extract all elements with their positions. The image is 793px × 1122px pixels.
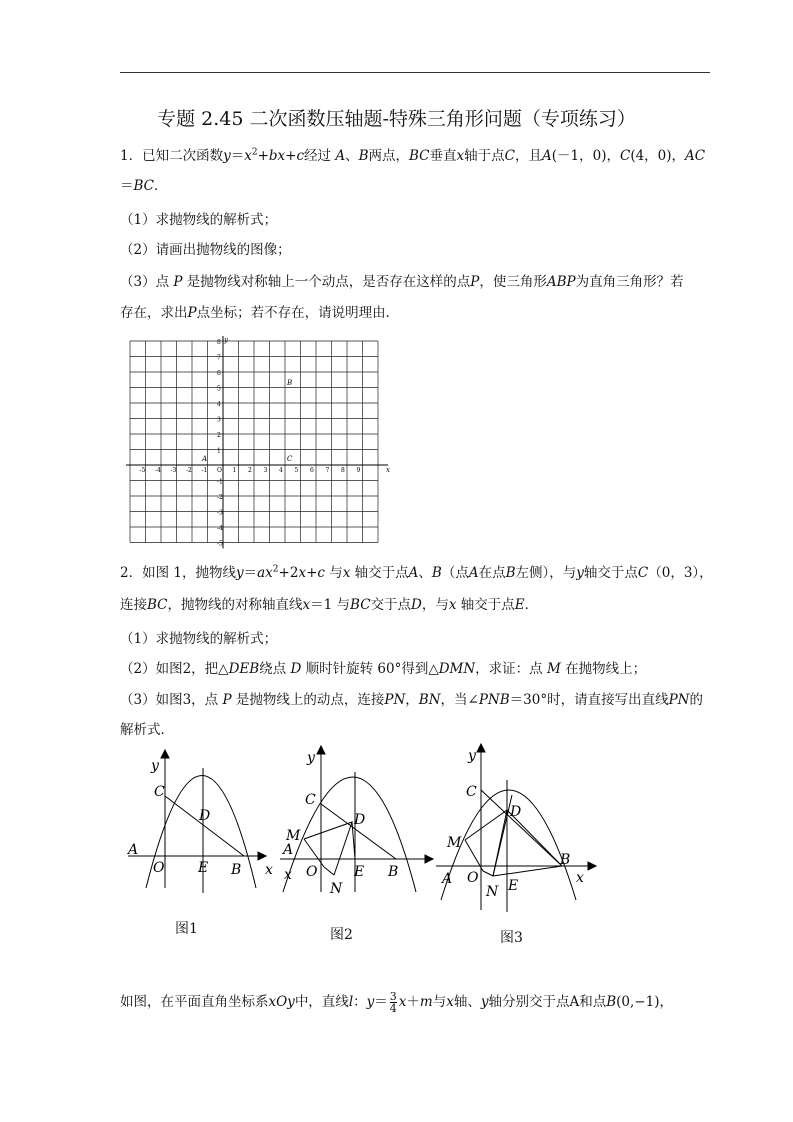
grid-point-A: A: [202, 455, 208, 463]
q1-sub3-line2: 存在，求出P点坐标；若不存在，请说明理由．: [120, 305, 400, 321]
figure-3-caption: 图3: [500, 930, 523, 946]
fig3-label-B: B: [560, 852, 571, 868]
grid-y-tick-label: 6: [217, 370, 221, 377]
fig3-label-A: A: [442, 871, 453, 887]
q2-sub2: （2）如图2，把△DEB绕点 D 顺时针旋转 60°得到△DMN，求证：点 M 在抛物线上；: [120, 661, 647, 677]
fig1-label-y: y: [151, 758, 159, 774]
grid-y-tick-label: 8: [217, 339, 221, 346]
fig1-label-C: C: [154, 784, 165, 800]
grid-y-tick-label: 7: [217, 354, 221, 362]
fig1-line-BC: [165, 796, 244, 856]
grid-x-tick-label: 5: [294, 467, 299, 474]
fig3-label-y: y: [468, 748, 476, 764]
figure-2-caption: 图2: [330, 927, 353, 943]
q3-line1: 如图，在平面直角坐标系xOy中，直线l：y＝ $\frac{3}{4}$ x＋m与x轴、y轴分别交于点A和点B(0,−1)，: [120, 990, 673, 1015]
fig1-label-E: E: [198, 860, 209, 876]
fig3-label-C: C: [466, 784, 477, 800]
fig3-x-arrow: [588, 862, 596, 870]
q2-line1: 2．如图 1，抛物线$y=ax^2+2x+c$ 与x 轴交于点A、B（点A在点B左侧），与y轴交于点C（0，3），: [120, 564, 713, 581]
grid-y-tick-label: -3: [217, 509, 223, 517]
grid-x-tick-label: -4: [155, 467, 161, 474]
fig1-label-A: A: [128, 842, 139, 858]
fig2-label-O: O: [306, 864, 318, 880]
grid-x-tick-label: 9: [356, 467, 361, 474]
q1-sub2: （2）请画出抛物线的图像；: [120, 242, 291, 258]
grid-x-tick-label: 7: [325, 467, 330, 474]
fig3-line-NB: [493, 866, 562, 876]
fig3-label-x: x: [576, 870, 584, 886]
fig1-label-D: D: [199, 808, 211, 824]
grid-x-label: x: [386, 466, 390, 474]
grid-y-tick-label: 2: [217, 432, 221, 439]
grid-x-tick-label: O: [217, 467, 222, 474]
fig2-label-M: M: [286, 828, 301, 844]
fig2-label-B: B: [388, 864, 399, 880]
fig3-label-O: O: [467, 870, 479, 886]
grid-y-label: y: [224, 336, 228, 344]
grid-y-tick-label: -4: [217, 525, 223, 532]
grid-y-tick-label: 5: [217, 385, 221, 393]
fig2-label-x: x: [284, 867, 292, 883]
q1-sub3-line1: （3）点 P 是抛物线对称轴上一个动点，是否存在这样的点P，使三角形ABP为直角三角形？若: [120, 274, 684, 290]
q2-sub1: （1）求抛物线的解析式；: [120, 631, 278, 647]
fig3-label-E: E: [508, 878, 519, 894]
fig2-label-D: D: [354, 812, 366, 828]
figure-2: [278, 742, 438, 897]
grid-x-tick-label: 6: [310, 467, 314, 474]
grid-y-tick-label: 3: [217, 416, 221, 424]
grid-y-tick-label: -5: [217, 540, 223, 548]
q3-fraction: $\frac{3}{4}$: [389, 990, 397, 1015]
fig1-label-O: O: [153, 860, 165, 876]
grid-y-tick-label: -2: [217, 494, 223, 501]
fig2-x-arrow: [425, 855, 433, 863]
fig2-y-arrow: [317, 746, 325, 754]
figure-1: [118, 748, 278, 898]
grid-x-tick-label: -1: [201, 467, 208, 474]
grid-x-tick-label: 8: [341, 467, 345, 474]
q2-sub3-line1: （3）如图3，点 P 是抛物线上的动点，连接PN，BN，当∠PNB＝30°时，请直接写出直线PN的: [120, 692, 703, 708]
fig2-label-A: A: [283, 842, 294, 858]
fig2-label-E: E: [354, 864, 365, 880]
grid-y-tick-label: 4: [217, 401, 221, 408]
q1-line2: ＝BC．: [120, 178, 168, 194]
fig3-label-M: M: [447, 835, 462, 851]
figure-3: [434, 740, 599, 915]
grid-y-tick-label: 1: [217, 447, 221, 455]
grid-x-tick-label: -2: [186, 467, 192, 474]
page-title: 专题 2.45 二次函数压轴题-特殊三角形问题（专项练习）: [157, 108, 636, 130]
fig3-label-D: D: [510, 804, 522, 820]
grid-x-tick-label: 1: [232, 467, 237, 474]
fig3-line-N: [483, 871, 493, 876]
fig3-label-N: N: [486, 884, 499, 900]
fig1-x-arrow: [258, 852, 266, 860]
fig2-label-C: C: [305, 792, 316, 808]
fig2-label-N: N: [330, 881, 343, 897]
grid-x-tick-label: -5: [139, 467, 146, 474]
grid-x-tick-label: 2: [248, 467, 252, 474]
grid-y-tick-label: -1: [217, 478, 223, 486]
q2-line2: 连接BC，抛物线的对称轴直线x＝1 与BC交于点D，与x 轴交于点E．: [120, 597, 539, 613]
q2-sub3-line2: 解析式．: [120, 722, 174, 738]
figure-1-caption: 图1: [175, 921, 198, 937]
fig1-label-B: B: [231, 862, 242, 878]
fig2-label-y: y: [307, 750, 315, 766]
fig3-y-arrow: [477, 744, 485, 752]
fig3-line-BC: [481, 790, 562, 866]
grid-x-tick-label: -3: [170, 467, 177, 474]
fig1-label-x: x: [265, 862, 273, 878]
coordinate-grid: [120, 336, 390, 552]
grid-x-tick-label: 4: [279, 467, 283, 474]
fig1-y-arrow: [161, 750, 169, 758]
q1-line1: 1．已知二次函数$y=x^2+bx+c$经过 A、B两点，BC垂直x轴于点C，且A(－1，0)，C(4，0)，AC: [120, 147, 706, 164]
grid-point-C: C: [287, 455, 293, 463]
grid-x-tick-label: 3: [263, 467, 268, 474]
header-rule: [120, 72, 710, 73]
fig2-line-N: [324, 867, 334, 875]
q1-sub1: （1）求抛物线的解析式；: [120, 212, 278, 228]
grid-point-B: B: [287, 379, 293, 387]
